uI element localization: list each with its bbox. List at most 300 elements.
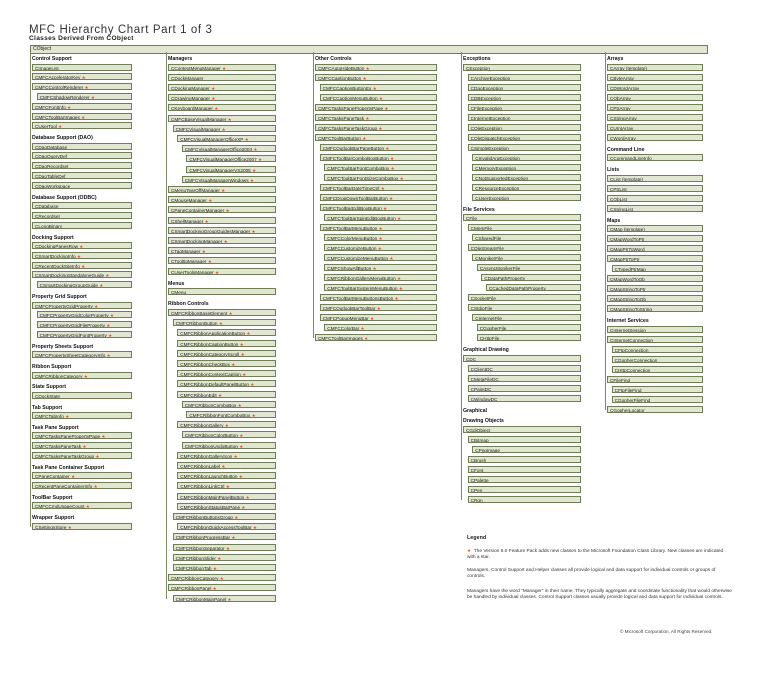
class-box xyxy=(177,350,276,357)
class-box xyxy=(472,174,581,181)
class-box xyxy=(607,175,703,182)
class-name: CMFCTasksPanePropertyPage xyxy=(35,434,101,440)
class-name: CMFCVisualManagerOfficeXP xyxy=(180,136,244,142)
class-box xyxy=(177,135,276,142)
star-icon: ★ xyxy=(108,313,115,319)
class-name: CMFCRibbonUndoButton xyxy=(184,443,238,449)
class-name: CDaoTableDef xyxy=(35,174,66,179)
class-box xyxy=(37,93,132,100)
class-box xyxy=(472,314,581,321)
class-name: CRecordset xyxy=(35,213,60,219)
star-icon: ★ xyxy=(229,361,236,367)
class-box xyxy=(315,334,437,341)
class-box xyxy=(32,412,132,419)
star-icon: ★ xyxy=(89,94,96,100)
class-box xyxy=(468,84,581,91)
class-name: CDrawingManager xyxy=(171,96,211,102)
star-icon: ★ xyxy=(227,310,233,316)
star-icon: ★ xyxy=(200,249,206,255)
star-icon: ★ xyxy=(243,136,249,142)
class-name: CUserException xyxy=(475,195,510,201)
class-box xyxy=(32,302,132,309)
class-box xyxy=(468,486,581,493)
class-box xyxy=(612,396,703,403)
star-icon: ★ xyxy=(92,303,99,309)
star-icon: ★ xyxy=(379,185,385,191)
class-name: CMFCRibbonFontComboBox xyxy=(189,412,251,418)
class-name: CPaintDC xyxy=(470,386,492,392)
class-name: CTypedPtrMap xyxy=(614,267,646,272)
class-name: CInvalidArgException xyxy=(475,155,521,161)
class-name: CDatabase xyxy=(35,204,59,210)
star-icon: ★ xyxy=(237,443,244,449)
class-name: CMFCRibbonColorButton xyxy=(184,433,238,439)
class-box xyxy=(168,227,276,234)
class-box xyxy=(168,84,276,91)
class-box xyxy=(320,294,437,301)
star-icon: ★ xyxy=(368,315,375,321)
class-box xyxy=(177,462,276,469)
star-icon: ★ xyxy=(244,494,250,500)
class-name: CMFCTasksPaneTask xyxy=(35,444,82,450)
class-box xyxy=(324,264,437,271)
star-icon: ★ xyxy=(224,484,230,490)
class-box xyxy=(168,247,276,254)
star-icon: ★ xyxy=(361,75,367,81)
class-box xyxy=(320,194,437,201)
star-icon: ★ xyxy=(81,444,87,450)
class-box xyxy=(32,372,132,379)
class-box xyxy=(32,242,132,249)
star-icon: ★ xyxy=(82,373,88,379)
class-name: CMFCRibbonCategory xyxy=(171,576,219,582)
class-name: CMFCPropertyGridFileProperty xyxy=(39,323,105,329)
class-name: CFtpConnection xyxy=(614,347,649,353)
legend-paragraph-1: Managers, Control Support and Helper classes all provide logical and data support for individual controls or groups of controls. xyxy=(467,568,716,579)
class-name: CMFCTasksPaneTask xyxy=(318,115,365,121)
class-name: CSettingsStore xyxy=(35,524,67,530)
class-name: CMFCPropertyGridProperty xyxy=(35,303,93,309)
class-box xyxy=(324,164,437,171)
class-name: CMFCTasksPanePropertyPage xyxy=(318,105,384,111)
star-icon: ★ xyxy=(63,414,70,420)
star-icon: ★ xyxy=(237,433,244,439)
class-name: CResourceException xyxy=(475,185,520,191)
class-box xyxy=(463,64,581,71)
star-icon: ★ xyxy=(388,255,394,261)
class-box xyxy=(168,94,276,101)
class-name: CFont xyxy=(470,467,484,473)
class-box xyxy=(468,74,581,81)
copyright: © Microsoft Corporation. All Rights Reserved. xyxy=(620,629,713,634)
class-box xyxy=(315,64,437,71)
class-box xyxy=(477,264,581,271)
class-box xyxy=(32,73,132,80)
star-icon: ★ xyxy=(240,372,247,378)
class-box xyxy=(32,472,132,479)
class-box xyxy=(468,466,581,473)
class-name: CMFCCustomizeButton xyxy=(327,245,377,251)
class-name: CMFCToolBarFontSizeComboBox xyxy=(327,175,399,181)
class-name: CObList xyxy=(610,196,627,202)
star-icon: ★ xyxy=(389,165,395,171)
class-box xyxy=(182,431,276,438)
class-name: CDataPathProperty xyxy=(484,276,526,281)
class-box xyxy=(607,235,703,242)
class-box xyxy=(324,244,437,251)
star-icon: ★ xyxy=(393,295,399,301)
class-box xyxy=(468,395,581,402)
class-box xyxy=(32,442,132,449)
class-box xyxy=(177,523,276,530)
class-box xyxy=(168,288,276,295)
class-box xyxy=(186,166,276,173)
class-name: CDC xyxy=(466,356,477,362)
star-icon: ★ xyxy=(395,215,402,221)
class-name: CMFCCustomizeMenuButton xyxy=(327,255,389,261)
class-box xyxy=(315,74,437,81)
class-name: CPtrArray xyxy=(610,105,631,111)
class-name: CMFCRibbonGalleryMenuButton xyxy=(327,275,396,281)
class-name: CNotSupportedException xyxy=(475,175,529,181)
class-box xyxy=(324,174,437,181)
class-name: CFileFind xyxy=(610,377,631,383)
star-icon: ★ xyxy=(362,335,369,341)
star-icon: ★ xyxy=(377,235,383,241)
class-box xyxy=(177,452,276,459)
class-name: CSmartDockingStandaloneGuide xyxy=(35,273,105,279)
class-box xyxy=(463,214,581,221)
class-name: CMFCShadowRenderer xyxy=(39,94,90,100)
star-icon: ★ xyxy=(250,228,256,234)
star-icon: ★ xyxy=(213,269,220,275)
class-box xyxy=(607,124,703,131)
star-icon: ★ xyxy=(248,177,254,183)
section-heading: Ribbon Controls xyxy=(168,301,209,308)
star-icon: ★ xyxy=(256,157,263,163)
class-box xyxy=(182,176,276,183)
class-name: CObArray xyxy=(610,95,631,101)
class-box xyxy=(607,185,703,192)
class-box xyxy=(468,114,581,121)
class-box xyxy=(32,252,132,259)
class-name: CUserToolsManager xyxy=(171,269,214,275)
section-heading: Ribbon Support xyxy=(32,364,72,370)
star-icon: ★ xyxy=(232,514,239,520)
class-box xyxy=(607,336,703,343)
class-name: CArray (template) xyxy=(610,65,647,71)
star-icon: ★ xyxy=(388,155,395,161)
class-box xyxy=(177,493,276,500)
class-box xyxy=(182,442,276,449)
star-icon: ★ xyxy=(80,75,86,81)
class-box xyxy=(468,385,581,392)
class-name: CMapStringToPtr xyxy=(610,287,646,292)
class-name: CMFCRibbonStatusBarPane xyxy=(180,504,241,510)
class-name: CPngImage xyxy=(475,447,500,453)
class-name: CMFCVisualManagerOffice2007 xyxy=(189,157,257,163)
class-box xyxy=(612,346,703,353)
class-box xyxy=(468,456,581,463)
class-box xyxy=(32,162,132,169)
class-box xyxy=(468,436,581,443)
class-box xyxy=(32,83,132,90)
section-heading: Graphical Drawing xyxy=(463,347,509,353)
class-name: CHttpConnection xyxy=(614,367,651,373)
class-box xyxy=(168,64,276,71)
class-name: CMemoryException xyxy=(475,165,517,171)
legend-paragraph-2: Managers have the word "Manager" in their name. They typically aggregate and coordinate functionality that would otherwise be handled by individual classes. Control Support classes usually provide logical and data support for individual controls. xyxy=(467,589,732,600)
star-icon: ★ xyxy=(56,124,63,130)
class-box xyxy=(324,254,437,261)
star-icon: ★ xyxy=(360,135,367,141)
section-heading: Docking Support xyxy=(32,234,74,241)
class-name: CContextMenuManager xyxy=(171,65,221,71)
class-name: CDBException xyxy=(470,95,502,101)
class-name: CDaoException xyxy=(470,85,504,91)
star-icon: ★ xyxy=(211,565,217,571)
class-name: CMFCColorBar xyxy=(327,325,360,331)
class-box xyxy=(168,217,276,224)
star-icon: ★ xyxy=(104,273,110,279)
class-name: CMFCPropertyGridFontProperty xyxy=(39,332,107,338)
star-icon: ★ xyxy=(375,305,381,311)
class-name: CDaoRecordset xyxy=(35,164,69,170)
class-box xyxy=(177,329,276,336)
star-icon: ★ xyxy=(79,263,86,269)
star-icon: ★ xyxy=(97,283,104,289)
class-box xyxy=(173,544,276,551)
star-icon: ★ xyxy=(100,434,106,440)
class-name: CMFCRibbonProgressBar xyxy=(175,535,231,541)
class-box xyxy=(320,94,437,101)
class-name: CMFCToolBarButton xyxy=(318,135,361,141)
chart-subtitle: Classes Derived From CObject xyxy=(29,35,134,42)
class-box xyxy=(324,324,437,331)
legend-heading: Legend xyxy=(467,535,487,541)
class-box xyxy=(177,503,276,510)
section-heading: Database Support (ODBC) xyxy=(32,194,97,201)
star-icon: ★ xyxy=(248,382,255,388)
class-box xyxy=(607,94,703,101)
class-name: CMFCToolBarEditBoxButton xyxy=(322,205,382,211)
section-heading: Control Support xyxy=(32,56,72,62)
class-name: CMFCRibbonCategory xyxy=(35,373,83,379)
class-name: CMFCRibbonCaptionButton xyxy=(180,341,239,347)
class-name: CFtpFileFind xyxy=(614,387,642,393)
star-icon: ★ xyxy=(359,325,365,331)
class-box xyxy=(607,255,703,262)
class-box xyxy=(32,502,132,509)
class-box xyxy=(168,268,276,275)
class-name: CMenuTearOffManager xyxy=(171,187,220,193)
class-name: CGopherFileFind xyxy=(614,397,651,403)
class-box xyxy=(32,152,132,159)
star-icon: ★ xyxy=(398,175,404,181)
class-box xyxy=(612,386,703,393)
chart-title: MFC Hierarchy Chart Part 1 of 3 xyxy=(29,24,213,36)
class-box xyxy=(324,214,437,221)
star-icon: ★ xyxy=(377,125,383,131)
class-box xyxy=(177,360,276,367)
class-name: CMFCRibbonSeparator xyxy=(175,545,225,551)
class-name: CMFCRibbonButton xyxy=(175,321,218,327)
star-icon: ★ xyxy=(376,245,382,251)
class-name: CMFCFontInfo xyxy=(35,104,66,110)
class-name: CMFCRibbonGallery xyxy=(180,423,224,429)
class-name: CInternetFile xyxy=(475,316,503,321)
class-name: CMFCToolBarImages xyxy=(318,335,363,341)
class-name: CMFCTasksPaneTaskGroup xyxy=(35,454,95,459)
class-box xyxy=(168,574,276,581)
class-name: CSocketFile xyxy=(470,296,496,301)
class-name: COleException xyxy=(470,125,502,131)
section-heading: Managers xyxy=(168,56,193,62)
star-icon: ★ xyxy=(210,96,216,102)
class-name: CMFCOutlookBarPaneButton xyxy=(322,145,385,151)
class-box xyxy=(607,295,703,302)
class-box xyxy=(463,355,581,362)
class-name: CClientDC xyxy=(470,366,493,372)
class-name: CBitmap xyxy=(470,437,489,443)
class-box xyxy=(315,104,437,111)
class-box xyxy=(477,324,581,331)
class-box xyxy=(168,74,276,81)
class-name: CMFCRibbonMainPanelButton xyxy=(180,494,245,500)
star-icon: ★ xyxy=(364,65,370,71)
class-box xyxy=(32,103,132,110)
star-icon: ★ xyxy=(371,85,377,91)
star-icon: ★ xyxy=(215,555,222,561)
class-name: CMFCCaptionMenuButton xyxy=(322,95,378,101)
class-name: CPaneContainerManager xyxy=(171,208,225,214)
star-icon: ★ xyxy=(236,402,242,408)
star-icon: ★ xyxy=(220,65,227,71)
class-box xyxy=(168,257,276,264)
star-icon: ★ xyxy=(84,504,90,510)
section-heading: Arrays xyxy=(607,56,624,62)
class-name: CMFCRibbonPanel xyxy=(171,586,212,592)
star-icon: ★ xyxy=(69,474,76,480)
star-icon: ★ xyxy=(224,208,230,214)
class-box xyxy=(315,134,437,141)
class-name: CList (template) xyxy=(610,176,644,182)
class-name: CDaoWorkspace xyxy=(35,183,71,189)
class-box xyxy=(607,245,703,252)
class-name: CByteArray xyxy=(610,75,634,81)
connector-line xyxy=(461,52,462,500)
class-name: CMFCRibbonBaseElement xyxy=(171,310,228,316)
class-name: CStdioFile xyxy=(470,306,493,311)
class-name: CMFCRibbonCheckBox xyxy=(180,361,230,367)
class-box xyxy=(32,523,132,530)
class-box xyxy=(320,314,437,321)
class-name: CMFCRibbonEdit xyxy=(180,392,217,398)
class-name: CMFCRibbonCategoryScroll xyxy=(180,351,240,357)
class-box xyxy=(37,331,132,338)
class-name: CMemFile xyxy=(470,226,492,231)
class-box xyxy=(320,154,437,161)
class-name: CMFCControlRenderer xyxy=(35,85,84,91)
class-box xyxy=(177,370,276,377)
class-box xyxy=(472,164,581,171)
class-name: CMFCVisualManagerWindows xyxy=(184,177,249,183)
class-box xyxy=(607,104,703,111)
class-name: CUserTool xyxy=(35,124,57,130)
class-name: CMFCToolBarComboBoxButton xyxy=(322,155,389,161)
section-heading: Exceptions xyxy=(463,56,491,62)
section-heading: Drawing Objects xyxy=(463,418,504,424)
class-box xyxy=(607,74,703,81)
star-icon: ★ xyxy=(224,545,230,551)
star-icon: ★ xyxy=(250,412,256,418)
star-icon: ★ xyxy=(226,596,232,602)
class-name: CMFCShowAllButton xyxy=(327,265,372,271)
class-name: CSmartDockingGroupGuidesManager xyxy=(171,228,251,234)
class-box xyxy=(468,104,581,111)
class-box xyxy=(320,144,437,151)
class-box xyxy=(315,124,437,131)
class-box xyxy=(607,84,703,91)
section-heading: ToolBar Support xyxy=(32,494,73,501)
class-box xyxy=(607,376,703,383)
connector-line xyxy=(30,52,31,527)
class-name: CStringList xyxy=(610,206,633,212)
class-box xyxy=(32,392,132,399)
star-icon: ★ xyxy=(206,259,212,265)
class-box xyxy=(177,482,276,489)
class-box xyxy=(177,340,276,347)
section-heading: File Services xyxy=(463,206,495,213)
class-name: CMFCBaseVisualManager xyxy=(171,116,227,122)
class-box xyxy=(468,224,581,231)
class-box xyxy=(173,533,276,540)
class-box xyxy=(607,205,703,212)
class-box xyxy=(320,204,437,211)
class-name: CHttpFile xyxy=(479,336,500,341)
class-name: CMFCRibbonGalleryIcon xyxy=(180,453,233,459)
class-name: CGopherLocator xyxy=(610,407,645,413)
star-icon: ★ xyxy=(105,353,111,359)
star-icon: ★ xyxy=(94,454,100,459)
star-icon: ★ xyxy=(232,453,238,459)
star-icon: ★ xyxy=(467,548,472,553)
class-box xyxy=(486,284,581,291)
class-box xyxy=(607,134,703,141)
class-box xyxy=(32,64,132,71)
class-name: CMFCCmdUsageCount xyxy=(35,504,85,510)
class-box xyxy=(463,426,581,433)
class-box xyxy=(32,143,132,150)
class-name: CDockState xyxy=(35,393,61,399)
class-name: COleStreamFile xyxy=(470,246,504,251)
class-box xyxy=(612,366,703,373)
class-name: CRecentDockSiteInfo xyxy=(35,263,80,269)
star-icon: ★ xyxy=(239,351,245,357)
class-name: CMFCRibbonButtonsGroup xyxy=(175,514,233,520)
class-name: CStringArray xyxy=(610,115,637,121)
star-icon: ★ xyxy=(220,463,226,469)
star-icon: ★ xyxy=(364,115,370,121)
class-name: CInternetSession xyxy=(610,327,646,333)
section-heading: State Support xyxy=(32,384,67,391)
class-name: CMFCTabInfo xyxy=(35,414,64,420)
class-name: CPaneContainer xyxy=(35,474,70,480)
class-name: CMapPtrToWord xyxy=(610,247,645,252)
section-heading: Menus xyxy=(168,280,185,287)
star-icon: ★ xyxy=(222,238,228,244)
class-name: CTagManager xyxy=(171,249,201,255)
